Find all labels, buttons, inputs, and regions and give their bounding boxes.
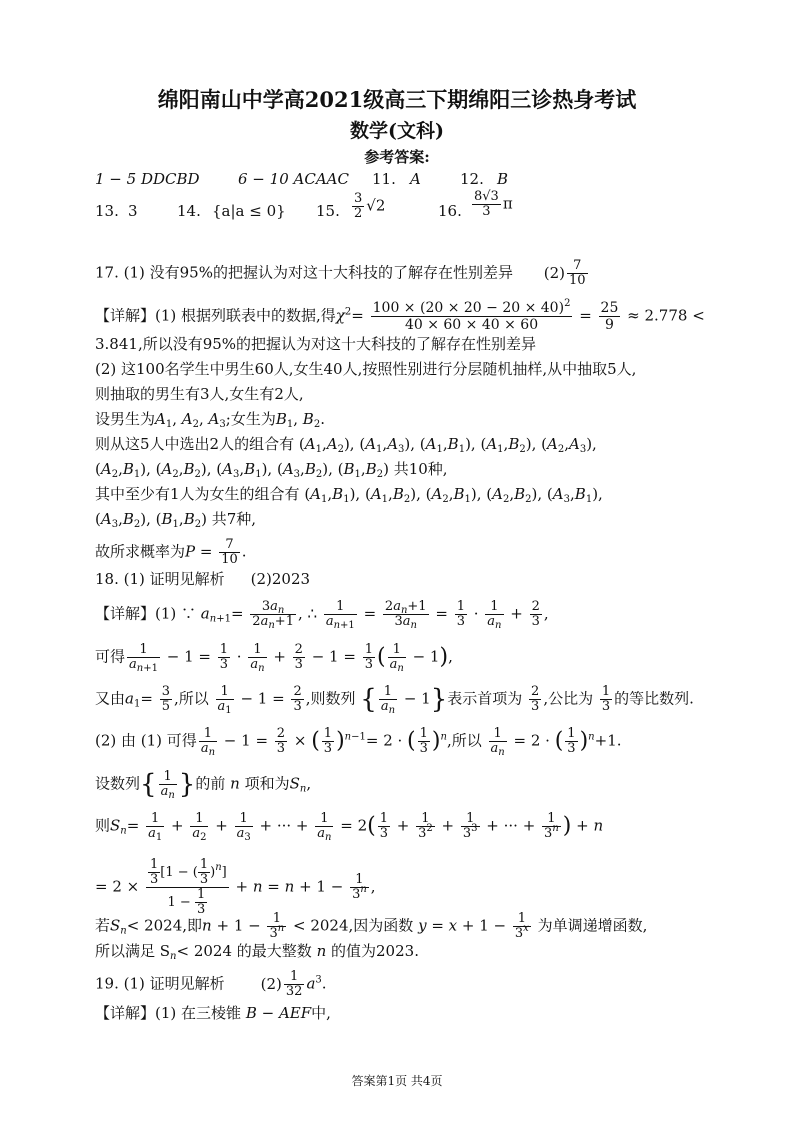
q18-detail-line5: 设数列{ $\frac{1}{a_n}$ }的前 n 项和为$S_n$, — [95, 769, 312, 801]
q17-detail-line10: 故所求概率为P = $\frac{7}{10}$ . — [95, 537, 247, 567]
q18-summary: 18. (1) 证明见解析 (2)2023 — [95, 570, 311, 588]
q17-summary: 17. (1) 没有95%的把握认为对这十大科技的了解存在性别差异 (2) $\frac{7}{10}$ — [95, 258, 586, 288]
subject-title: 数学(文科) — [350, 120, 444, 142]
answer-16-value: $\frac{8√3}{3}$ π — [474, 189, 513, 219]
q17-detail-line4: 则抽取的男生有3人,女生有2人, — [95, 385, 304, 403]
q18-detail-line6: 则$S_n=$ $\frac{1}{a_1}$ + $\frac{1}{a_2}$ + $\frac{1}{a_3}$ + ··· + $\frac{1}{a_n}$ = 2( $\frac{1}{3}$ + $\frac{1}{3^2}$ + $\frac{1}{3^3}$ + ··· + $\frac{1}{3^n}$ ) + n — [95, 811, 604, 843]
answer-15-value: $\frac{3}{2}$ √2 — [354, 191, 386, 221]
page-footer: 答案第1页 共4页 — [351, 1074, 443, 1088]
q18-detail-line9: 所以满足 $S_n< 2024$ 的最大整数 n 的值为2023. — [95, 942, 419, 962]
answer-14-number: 14. — [177, 202, 201, 220]
q17-detail-line7: $(A_2,B_1)$, $(A_2,B_2)$, $(A_3,B_1)$, $(A_3,B_2)$, $(B_1,B_2)$ 共10种, — [95, 460, 448, 480]
answer-15-number: 15. — [316, 202, 340, 220]
q17-detail-line2: 3.841,所以没有95%的把握认为对这十大科技的了解存在性别差异 — [95, 335, 537, 353]
q19-summary: 19. (1) 证明见解析 (2) $\frac{1}{32}$ $a^3$. — [95, 969, 327, 999]
answer-label: 参考答案: — [364, 148, 430, 166]
answer-13-value: 3 — [128, 202, 138, 220]
answer-16-number: 16. — [438, 202, 462, 220]
answer-13-number: 13. — [95, 202, 119, 220]
q17-detail-line1: 【详解】(1) 根据列联表中的数据,得$\chi^2=$ $\frac{100 \times (20 \times 20 - 20 \times 40)^2}{40 \times 60 \times 40 \times 60}$ = $\frac{25}{9}$ ≈ 2.778 < — [95, 298, 705, 333]
q18-detail-line3: 又由$a_1=$ $\frac{3}{5}$ ,所以 $\frac{1}{a_1}$ − 1 = $\frac{2}{3}$ ,则数列 { $\frac{1}{a_n}$ − 1}表示首项为 $\frac{2}{3}$ ,公比为 $\frac{1}{3}$ 的等比数列. — [95, 684, 694, 716]
q17-detail-line5: 设男生为$A_1$, $A_2$, $A_3$;女生为$B_1$, $B_2$. — [95, 410, 325, 430]
q18-detail-line1: 【详解】(1) ∵ $a_{n+1}=$ $\frac{3a_n}{2a_n+1}$ , ∴ $\frac{1}{a_{n+1}}$ = $\frac{2a_n+1}{3a_n}$ = $\frac{1}{3}$ · $\frac{1}{a_n}$ + $\frac{2}{3}$ , — [95, 599, 549, 631]
answer-6-10: 6 − 10 ACAAC — [238, 170, 349, 188]
answer-14-value: {a|a ≤ 0} — [212, 202, 286, 220]
q18-detail-line8: 若$S_n< 2024$,即n + 1 − $\frac{1}{3^n}$ < 2024,因为函数 y = x + 1 − $\frac{1}{3^x}$ 为单调递增函数, — [95, 911, 648, 941]
answer-11-value: A — [410, 170, 421, 188]
answer-12-value: B — [497, 170, 509, 188]
q17-detail-line9: $(A_3,B_2)$, $(B_1,B_2)$ 共7种, — [95, 510, 257, 530]
q19-detail-line1: 【详解】(1) 在三棱锥 B − AEF中, — [95, 1004, 331, 1022]
page-title: 绵阳南山中学高2021级高三下期绵阳三诊热身考试 — [157, 87, 637, 112]
q18-detail-line2: 可得 $\frac{1}{a_{n+1}}$ − 1 = $\frac{1}{3}$ · $\frac{1}{a_n}$ + $\frac{2}{3}$ − 1 = $\frac{1}{3}$ ( $\frac{1}{a_n}$ − 1), — [95, 642, 453, 674]
answer-11-number: 11. — [372, 170, 396, 188]
detail-label: 【详解】 — [95, 306, 156, 325]
q17-detail-line3: (2) 这100名学生中男生60人,女生40人,按照性别进行分层随机抽样,从中抽取5人, — [95, 360, 637, 378]
q17-part2-label: (2) — [543, 263, 566, 282]
q17-part1: 17. (1) 没有95%的把握认为对这十大科技的了解存在性别差异 — [95, 263, 513, 282]
answer-12-number: 12. — [460, 170, 484, 188]
q17-detail-line8: 其中至少有1人为女生的组合有 $(A_1,B_1)$, $(A_1,B_2)$, $(A_2,B_1)$, $(A_2,B_2)$, $(A_3,B_1)$, — [95, 485, 603, 505]
q18-detail-line7: = 2 × $\frac{1}{3}$ [1 − ( $\frac{1}{3}$ )$^n$] 1 − $\frac{1}{3}$ + n = n + 1 − $\frac{1}{3^n}$ , — [95, 857, 376, 917]
q18-detail-line4: (2) 由 (1) 可得 $\frac{1}{a_n}$ − 1 = $\frac{2}{3}$ × ( $\frac{1}{3}$ )$^{n-1}$= 2 · ( $\frac{1}{3}$ )$^n$,所以 $\frac{1}{a_n}$ = 2 · ( $\frac{1}{3}$ )$^n$+1. — [95, 726, 622, 758]
answer-1-5: 1 − 5 DDCBD — [95, 170, 200, 188]
q17-detail-line6: 则从这5人中选出2人的组合有 $(A_1,A_2)$, $(A_1,A_3)$, $(A_1,B_1)$, $(A_1,B_2)$, $(A_2,A_3)$, — [95, 435, 597, 455]
